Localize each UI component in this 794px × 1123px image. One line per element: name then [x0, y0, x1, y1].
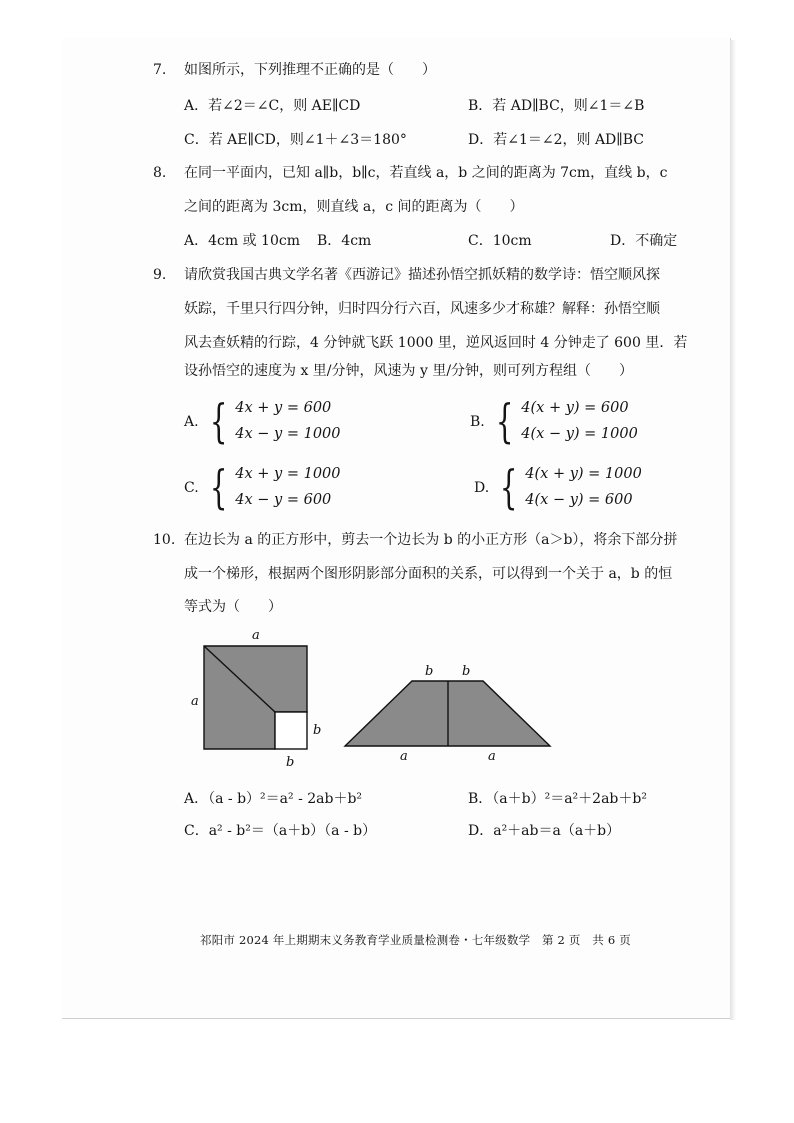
q9-d-eq2: 4(x − y) = 600: [525, 492, 633, 508]
q7-stem: 如图所示，下列推理不正确的是（ ）: [184, 62, 436, 78]
trapezoid-top-left-label: b: [425, 664, 434, 679]
q10-option-a: A．（a - b）²＝a² - 2ab＋b²: [184, 791, 363, 807]
q9-c-eq2: 4x − y = 600: [235, 492, 332, 508]
q9-option-d-system: [494, 461, 642, 513]
q9-line-3: 风去查妖精的行踪，4 分钟就飞跃 1000 里，逆风返回时 4 分钟走了 600 里．若: [184, 335, 688, 351]
q9-number: 9.: [153, 267, 167, 283]
q10-line-3: 等式为（ ）: [184, 599, 282, 615]
q9-a-eq1: 4x + y = 600: [235, 400, 332, 416]
q8-option-a: A．4cm 或 10cm: [184, 233, 300, 249]
small-square-side-label: b: [313, 723, 322, 738]
q9-option-c-label: C.: [184, 480, 199, 496]
q9-line-2: 妖踪，千里只行四分钟，归时四分行六百，风速多少才称雄？解释：孙悟空顺: [184, 301, 660, 317]
exam-sheet: [62, 38, 731, 1019]
q10-line-1: 在边长为 a 的正方形中，剪去一个边长为 b 的小正方形（a＞b），将余下部分拼: [184, 532, 678, 548]
q9-option-b-label: B.: [470, 414, 485, 430]
q10-square-figure: [180, 625, 340, 775]
square-left-label: a: [191, 694, 199, 709]
small-square-bottom-label: b: [286, 755, 295, 770]
q8-line-2: 之间的距离为 3cm，则直线 a，c 间的距离为（ ）: [184, 199, 524, 215]
q9-line-1: 请欣赏我国古典文学名著《西游记》描述孙悟空抓妖精的数学诗：悟空顺风探: [184, 267, 660, 283]
brace-icon: {: [209, 394, 228, 448]
q7-option-b: B．若 AD∥BC，则∠1＝∠B: [468, 98, 645, 114]
q8-number: 8.: [153, 165, 167, 181]
q10-option-b: B．（a＋b）²＝a²＋2ab＋b²: [468, 791, 647, 807]
q10-trapezoid-figure: [338, 655, 558, 765]
q9-line-4: 设孙悟空的速度为 x 里/分钟，风速为 y 里/分钟，则可列方程组（ ）: [184, 363, 634, 379]
q8-option-c: C．10cm: [468, 233, 532, 249]
square-top-label: a: [252, 628, 260, 643]
q9-option-b-system: [490, 395, 638, 447]
q10-option-d: D．a²＋ab＝a（a＋b）: [468, 823, 621, 839]
q9-option-a-system: [204, 395, 341, 447]
q10-number: 10.: [153, 532, 176, 548]
page-footer: 祁阳市 2024 年上期期末义务教育学业质量检测卷・七年级数学 第 2 页 共 6 页: [200, 933, 631, 947]
q10-line-2: 成一个梯形，根据两个图形阴影部分面积的关系，可以得到一个关于 a，b 的恒: [184, 566, 673, 582]
q9-a-eq2: 4x − y = 1000: [235, 426, 341, 442]
q9-option-d-label: D.: [474, 480, 490, 496]
q8-line-1: 在同一平面内，已知 a∥b，b∥c，若直线 a，b 之间的距离为 7cm，直线 b，c: [184, 165, 668, 181]
brace-icon: {: [209, 460, 228, 514]
q8-option-b: B．4cm: [317, 233, 372, 249]
q9-c-eq1: 4x + y = 1000: [235, 466, 341, 482]
q9-b-eq1: 4(x + y) = 600: [521, 400, 629, 416]
trapezoid-top-right-label: b: [462, 664, 471, 679]
page-edge: [730, 40, 736, 1020]
q9-b-eq2: 4(x − y) = 1000: [521, 426, 638, 442]
q7-option-c: C．若 AE∥CD，则∠1＋∠3＝180°: [184, 132, 407, 148]
small-square-cutout: [275, 712, 307, 749]
brace-icon: {: [495, 394, 514, 448]
q7-option-a: A．若∠2＝∠C，则 AE∥CD: [184, 98, 361, 114]
brace-icon: {: [499, 460, 518, 514]
trapezoid-bottom-right-label: a: [488, 749, 496, 764]
q7-option-d: D．若∠1＝∠2，则 AD∥BC: [468, 132, 645, 148]
q9-d-eq1: 4(x + y) = 1000: [525, 466, 642, 482]
q9-option-c-system: [204, 461, 341, 513]
q8-option-d: D．不确定: [610, 233, 678, 249]
q10-option-c: C．a² - b²＝（a＋b）（a - b）: [184, 823, 377, 839]
q9-option-a-label: A.: [184, 414, 199, 430]
trapezoid-bottom-left-label: a: [400, 749, 408, 764]
q7-number: 7.: [153, 62, 167, 78]
